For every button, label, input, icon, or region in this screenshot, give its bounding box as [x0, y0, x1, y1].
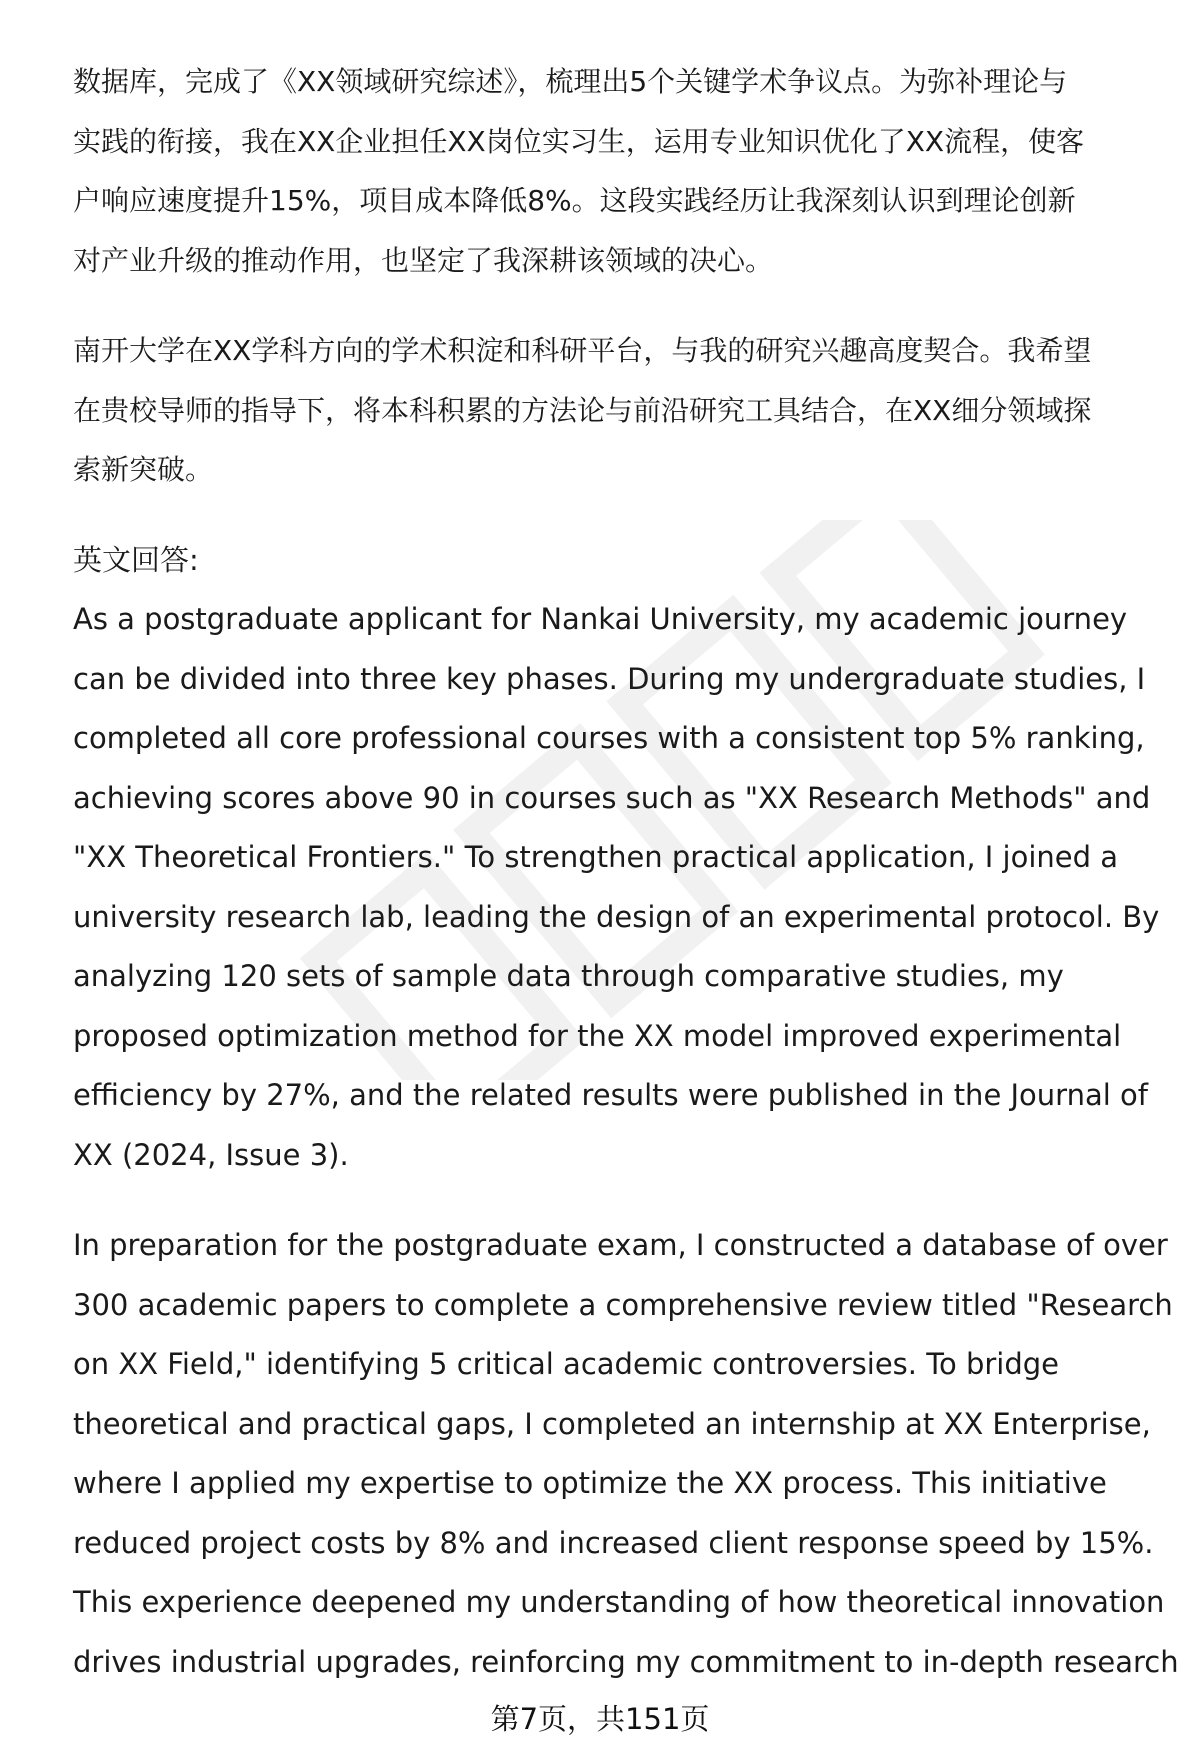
text-line: proposed optimization method for the XX model improved experimental [73, 1018, 1122, 1053]
section-label: 英文回答: [73, 542, 199, 577]
text-line: completed all core professional courses with a consistent top 5% ranking, [73, 721, 1145, 755]
text-line: efficiency by 27%, and the related results were published in the Journal of [73, 1078, 1148, 1112]
paragraph-gap [73, 290, 1163, 321]
text-line: reduced project costs by 8% and increased client response speed by 15%. [73, 1525, 1154, 1560]
paragraph-2 [73, 321, 1163, 500]
text-line: "XX Theoretical Frontiers." To strengthen practical application, I joined a [73, 840, 1119, 874]
text-line: can be divided into three key phases. During my undergraduate studies, I [73, 661, 1146, 696]
text-line: 对产业升级的推动作用，也坚定了我深耕该领域的决心。 [73, 243, 774, 277]
paragraph-3 [73, 531, 1163, 1186]
text-line: drives industrial upgrades, reinforcing my commitment to in-depth research [73, 1644, 1179, 1679]
text-line: achieving scores above 90 in courses such as "XX Research Methods" and [73, 780, 1151, 815]
text-line: As a postgraduate applicant for Nankai University, my academic journey [73, 602, 1128, 636]
text-line: university research lab, leading the design of an experimental protocol. By [73, 899, 1160, 934]
text-line: 南开大学在XX学科方向的学术积淀和科研平台，与我的研究兴趣高度契合。我希望 [73, 334, 1092, 367]
paragraph-gap [73, 500, 1163, 531]
text-line: 户响应速度提升15%，项目成本降低8%。这段实践经历让我深刻认识到理论创新 [73, 184, 1076, 217]
text-line: 300 academic papers to complete a comprehensive review titled "Research [73, 1287, 1173, 1322]
text-line: In preparation for the postgraduate exam, I constructed a database of over [73, 1228, 1168, 1262]
text-line: XX (2024, Issue 3). [73, 1137, 349, 1172]
text-line: where I applied my expertise to optimize the XX process. This initiative [73, 1466, 1107, 1500]
text-line: This experience deepened my understanding of how theoretical innovation [73, 1585, 1165, 1619]
paragraph-1 [73, 52, 1163, 290]
text-line: 实践的衔接，我在XX企业担任XX岗位实习生，运用专业知识优化了XX流程，使客 [73, 124, 1085, 158]
paragraph-4 [73, 1216, 1179, 1692]
document-body [73, 52, 1179, 1692]
text-line: 数据库，完成了《XX领域研究综述》，梳理出5个关键学术争议点。为弥补理论与 [73, 65, 1068, 98]
page-footer: 第7页，共151页 [490, 1702, 710, 1736]
paragraph-gap [73, 1185, 1163, 1216]
text-line: theoretical and practical gaps, I completed an internship at XX Enterprise, [73, 1406, 1151, 1441]
text-line: on XX Field," identifying 5 critical academic controversies. To bridge [73, 1347, 1059, 1381]
text-line: 在贵校导师的指导下，将本科积累的方法论与前沿研究工具结合，在XX细分领域探 [73, 393, 1092, 427]
text-line: analyzing 120 sets of sample data through comparative studies, my [73, 959, 1064, 993]
text-line: 索新突破。 [73, 453, 214, 486]
